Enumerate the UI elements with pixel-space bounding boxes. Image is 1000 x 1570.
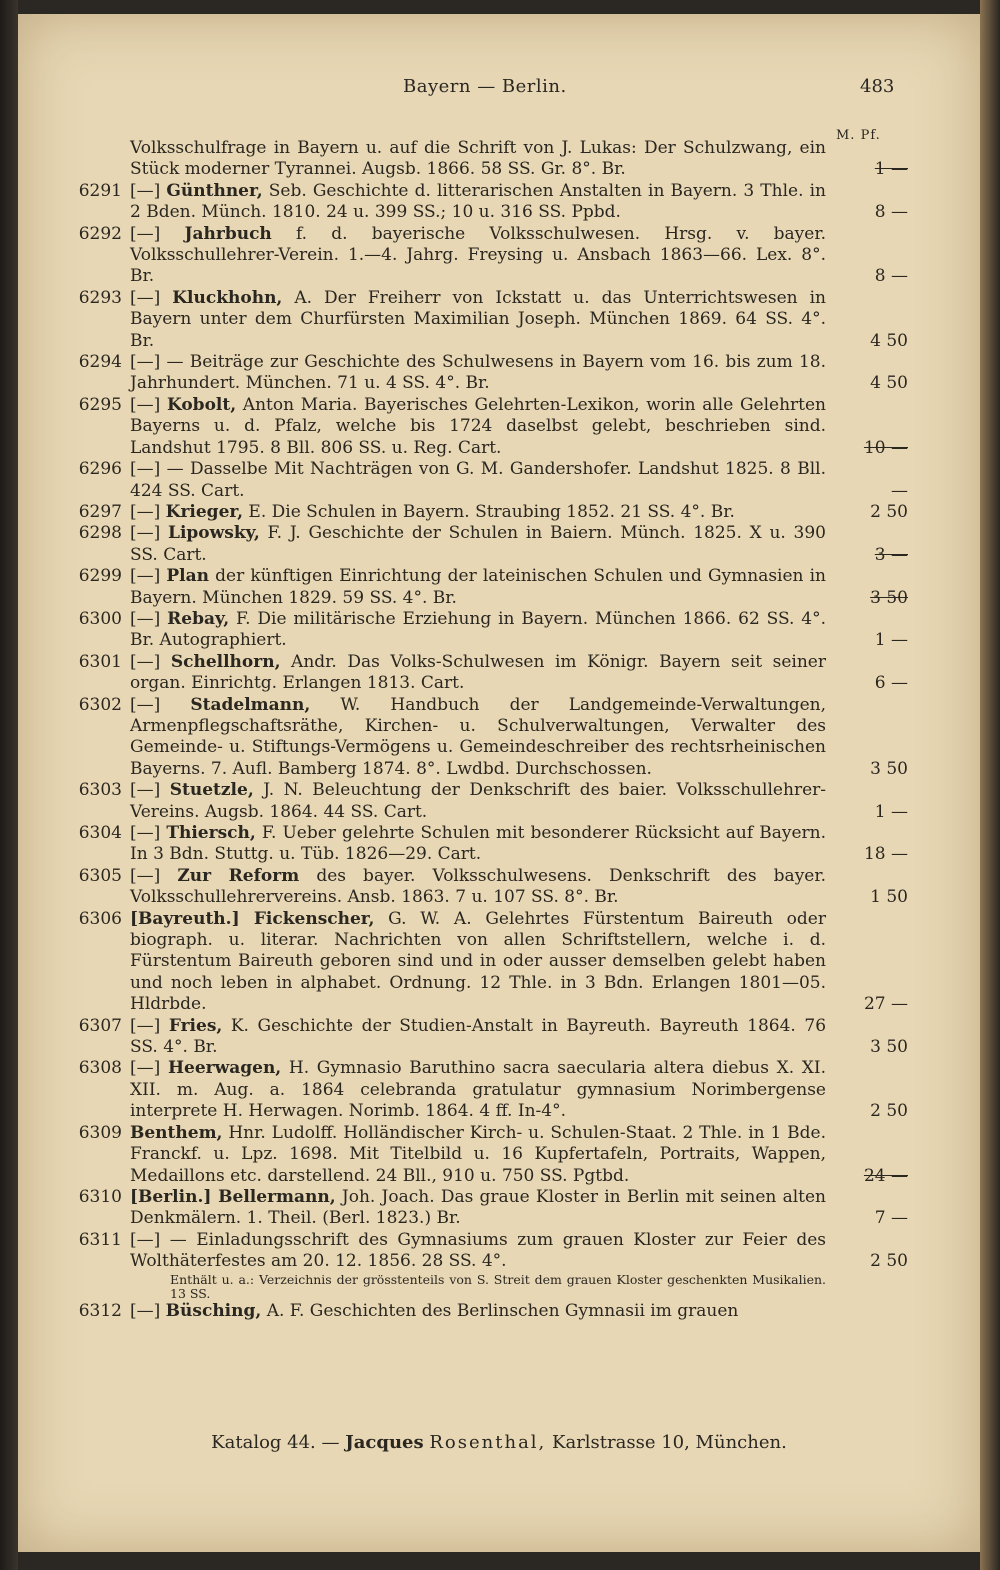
entry-author: Jahrbuch [184,223,272,244]
entry-description: A. Der Freiherr von Ickstatt u. das Unterrichtswesen in Bayern unter dem Churfürsten Maximilian Joseph. München 1869. 64 SS. 4°. Br. [130,287,827,351]
entry-price: — [891,480,908,501]
entry-description: W. Handbuch der Landgemeinde-Verwaltungen, Armenpflegschaftsräthe, Kirchen- u. Schulverwaltungen, Verwalter des Gemeinde- u. Stiftungs-Vermögens u. Gemeindeschreiber des rechtsrheinischen Bayerns. 7. Aufl. Bamberg 1874. 8°. Lwdbd. Durchschossen. [130,694,826,779]
entry-description: Anton Maria. Bayerisches Gelehrten-Lexikon, worin alle Gelehrten Bayerns u. d. Pfalz, welche bis 1724 daselbst gelebt, beschrieben sind. Landshut 1795. 8 Bll. 806 SS. u. Reg. Cart. [130,394,827,458]
bracket-marker: [—] [130,694,191,715]
catalog-entry [18,459,980,502]
entry-author: [Berlin.] Bellermann, [130,1186,336,1207]
entry-number: 6307 [78,1015,122,1036]
entry-author: Günthner, [166,180,263,201]
bracket-marker: [—] [130,1015,169,1036]
entry-description: F. Ueber gelehrte Schulen mit besonderer Rücksicht auf Bayern. In 3 Bdn. Stuttg. u. Tüb. 1826—29. Cart. [130,823,826,865]
entry-text [130,181,826,224]
entry-text [130,523,826,566]
entry-description: Hnr. Ludolff. Holländischer Kirch- u. Schulen-Staat. 2 Thle. in 1 Bde. Franckf. u. Lpz. 1698. Mit Titelbild u. 16 Kupfertafeln, Portraits, Wappen, Medaillons etc. darstellend. 24 Bll., 910 u. 750 SS. Pgtbd. [130,1122,826,1186]
entry-description: — Beiträge zur Geschichte des Schulwesens in Bayern vom 16. bis zum 18. Jahrhundert. München. 71 u. 4 SS. 4°. Br. [130,352,826,394]
entry-description: E. Die Schulen in Bayern. Straubing 1852. 21 SS. 4°. Br. [243,501,735,522]
entry-number: 6293 [78,287,122,308]
entry-number: 6308 [78,1058,122,1079]
bracket-marker: [—] [130,651,171,672]
footer-prefix: Katalog 44. — [211,1432,346,1453]
entry-description: F. J. Geschichte der Schulen in Baiern. Münch. 1825. X u. 390 SS. Cart. [130,523,826,565]
entry-author: Rebay, [167,608,230,629]
entry-description: — Einladungsschrift des Gymnasiums zum grauen Kloster zur Feier des Wolthäterfestes am 20. 12. 1856. 28 SS. 4°. [130,1229,826,1272]
entry-author: Thiersch, [166,823,256,843]
bracket-marker: [—] [130,780,170,801]
bracket-marker: [—] [130,501,166,522]
catalog-entry [18,909,980,1016]
entry-price: 1 — [874,159,908,180]
entry-text [130,780,826,823]
price-column-header: M. Pf. [836,128,881,143]
catalog-entries [18,138,980,1322]
entry-number: 6302 [78,694,122,715]
entry-text [130,652,826,695]
entry-text [130,609,826,652]
entry-description: F. Die militärische Erziehung in Bayern. München 1866. 62 SS. 4°. Br. Autographiert. [130,608,827,651]
entry-number: 6303 [78,780,122,801]
catalog-entry [18,224,980,288]
catalog-entry [18,502,980,523]
bracket-marker: [—] [130,180,167,201]
catalog-entry [18,1301,980,1322]
entry-description: der künftigen Einrichtung der lateinischen Schulen und Gymnasien in Bayern. München 1829. 59 SS. 4°. Br. [130,566,827,608]
entry-description: K. Geschichte der Studien-Anstalt in Bayreuth. Bayreuth 1864. 76 SS. 4°. Br. [130,1015,827,1058]
entry-author: Stuetzle, [169,780,254,801]
bracket-marker: [—] [130,287,173,308]
catalog-entry [18,1016,980,1059]
entry-text [130,224,826,288]
entry-author: Fries, [168,1015,223,1036]
bracket-marker: [—] [130,608,168,629]
entry-note: Enthält u. a.: Verzeichnis der grösstenteils von S. Streit dem grauen Kloster geschenkten Musikalien. 13 SS. [170,1271,826,1301]
entry-description: f. d. bayerische Volksschulwesen. Hrsg. v. bayer. Volksschullehrer-Verein. 1.—4. Jahrg. Freysing u. Ansbach 1863—66. Lex. 8°. Br. [130,223,826,287]
catalog-entry [18,181,980,224]
bracket-marker: [—] [130,523,168,544]
catalog-entry [18,1123,980,1187]
catalog-entry [18,609,980,652]
entry-number: 6309 [78,1122,122,1143]
entry-price: 2 50 [870,501,908,522]
catalog-entry [18,1058,980,1122]
catalog-entry [18,866,980,909]
catalog-entry [18,352,980,395]
entry-text [130,1123,826,1187]
entry-number: 6298 [78,523,122,544]
entry-price: 2 50 [870,1101,908,1122]
entry-price: 4 50 [870,330,908,351]
catalog-entry [18,523,980,566]
entry-text [130,138,826,181]
entry-price: 1 — [874,630,908,651]
entry-price: 3 50 [870,1037,908,1058]
bracket-marker: [—] [130,823,167,843]
entry-text [130,1187,826,1230]
entry-number: 6304 [78,823,122,843]
entry-text [130,695,826,781]
entry-description: G. W. A. Gelehrtes Fürstentum Baireuth oder biograph. u. literar. Nachrichten von allen Schriftstellern, welche i. d. Fürstentum Baireuth geboren sind und in oder ausser demselben gelebt haben und noch leben in alphabet. Ordnung. 12 Thle. in 3 Bdn. Erlangen 1801—05. Hldrbde. [130,908,826,1015]
entry-price: 4 50 [870,373,908,394]
entry-text [130,1301,826,1322]
entry-text [130,1058,826,1122]
entry-text [130,1230,826,1273]
entry-price: 3 — [874,544,908,565]
entry-author: Stadelmann, [190,694,311,715]
bracket-marker: [—] [130,1300,166,1321]
bracket-marker: [—] [130,865,178,886]
entry-author: Heerwagen, [167,1058,282,1079]
entry-price: 1 50 [870,887,908,908]
entry-author: Büsching, [165,1300,262,1321]
footer-firm: Jacques [345,1432,424,1453]
entry-author: Krieger, [165,501,244,522]
entry-text [130,288,826,352]
entry-description: des bayer. Volksschulwesens. Denkschrift des bayer. Volksschullehrervereins. Ansb. 1863. 7 u. 107 SS. 8°. Br. [130,865,827,908]
catalog-entry [18,652,980,695]
catalog-entry [18,823,980,866]
bracket-marker: [—] [130,459,167,480]
catalog-page [18,14,980,1552]
entry-number: 6295 [78,394,122,415]
entry-text [130,566,826,609]
book-edge-right [980,0,1000,1570]
entry-author: [Bayreuth.] Fickenscher, [130,908,375,929]
entry-text [130,823,826,866]
bracket-marker: [—] [130,1058,168,1079]
entry-author: Lipowsky, [168,523,260,544]
entry-author: Kluckhohn, [172,287,283,308]
entry-price: 18 — [863,844,908,865]
entry-number: 6300 [78,608,122,629]
catalog-entry [18,395,980,459]
entry-text [130,395,826,459]
entry-price: 8 — [874,266,908,287]
entry-price: 3 50 [870,587,908,608]
book-spine-left [0,0,18,1570]
entry-price: 8 — [874,202,908,223]
catalog-entry [18,288,980,352]
entry-number: 6296 [78,459,122,480]
entry-number: 6291 [78,180,122,201]
page-title: Bayern — Berlin. [403,76,567,97]
entry-description: Seb. Geschichte d. litterarischen Anstalten in Bayern. 3 Thle. in 2 Bden. Münch. 1810. 24 u. 399 SS.; 10 u. 316 SS. Ppbd. [130,180,826,223]
entry-price: 6 — [874,673,908,694]
entry-price: 3 50 [870,758,908,779]
entry-price: 10 — [863,437,908,458]
entry-price: 7 — [874,1208,908,1229]
entry-author: Kobolt, [166,394,237,415]
bracket-marker: [—] [130,566,167,587]
entry-text [130,1016,826,1059]
entry-text [130,459,826,502]
entry-price: 24 — [863,1165,908,1186]
entry-text [130,866,826,909]
entry-number: 6294 [78,352,122,373]
entry-description: A. F. Geschichten des Berlinschen Gymnasii im grauen [261,1300,739,1321]
entry-text [130,352,826,395]
bracket-marker: [—] [130,223,185,244]
entry-number: 6310 [78,1186,122,1207]
entry-price: 2 50 [870,1251,908,1272]
catalog-entry [18,780,980,823]
entry-number: 6299 [78,566,122,587]
bracket-marker: [—] [130,352,167,373]
entry-author: Benthem, [130,1122,223,1143]
entry-text [130,909,826,1016]
bracket-marker: [—] [130,394,167,415]
entry-author: Schellhorn, [170,651,281,672]
entry-description: Andr. Das Volks-Schulwesen im Königr. Bayern seit seiner organ. Einrichtg. Erlangen 1813. Cart. [130,651,826,694]
footer-name: Rosenthal, [429,1432,547,1453]
catalog-entry [18,138,980,181]
catalog-entry [18,1230,980,1301]
bracket-marker: [—] [130,1229,170,1250]
footer-address: Karlstrasse 10, München. [546,1432,787,1453]
entry-number: 6311 [78,1229,122,1250]
catalog-entry [18,1187,980,1230]
running-header [18,76,980,106]
entry-text [130,502,826,523]
entry-description: J. N. Beleuchtung der Denkschrift des baier. Volksschullehrer-Vereins. Augsb. 1864. 44 SS. Cart. [130,780,826,822]
entry-number: 6292 [78,223,122,244]
entry-price: 27 — [863,994,908,1015]
entry-description: Joh. Joach. Das graue Kloster in Berlin mit seinen alten Denkmälern. 1. Theil. (Berl. 1823.) Br. [130,1186,826,1229]
entry-price: 1 — [874,801,908,822]
entry-author: Plan [166,566,210,587]
entry-number: 6306 [78,908,122,929]
entry-description: H. Gymnasio Baruthino sacra saecularia altera diebus X. XI. XII. m. Aug. a. 1864 celebranda gratulatur gymnasium Norimbergense interprete H. Herwagen. Norimb. 1864. 4 ff. In-4°. [130,1058,826,1122]
entry-number: 6312 [78,1300,122,1321]
entry-number: 6301 [78,651,122,672]
entry-number: 6305 [78,865,122,886]
entry-description: — Dasselbe Mit Nachträgen von G. M. Gandershofer. Landshut 1825. 8 Bll. 424 SS. Cart. [130,459,826,501]
footer [18,1432,980,1453]
catalog-entry [18,566,980,609]
entry-number: 6297 [78,501,122,522]
entry-description: Volksschulfrage in Bayern u. auf die Schrift von J. Lukas: Der Schulzwang, ein Stück moderner Tyrannei. Augsb. 1866. 58 SS. Gr. 8°. Br. [130,138,826,180]
entry-author: Zur Reform [177,865,300,886]
page-number: 483 [860,76,895,97]
catalog-entry [18,695,980,781]
